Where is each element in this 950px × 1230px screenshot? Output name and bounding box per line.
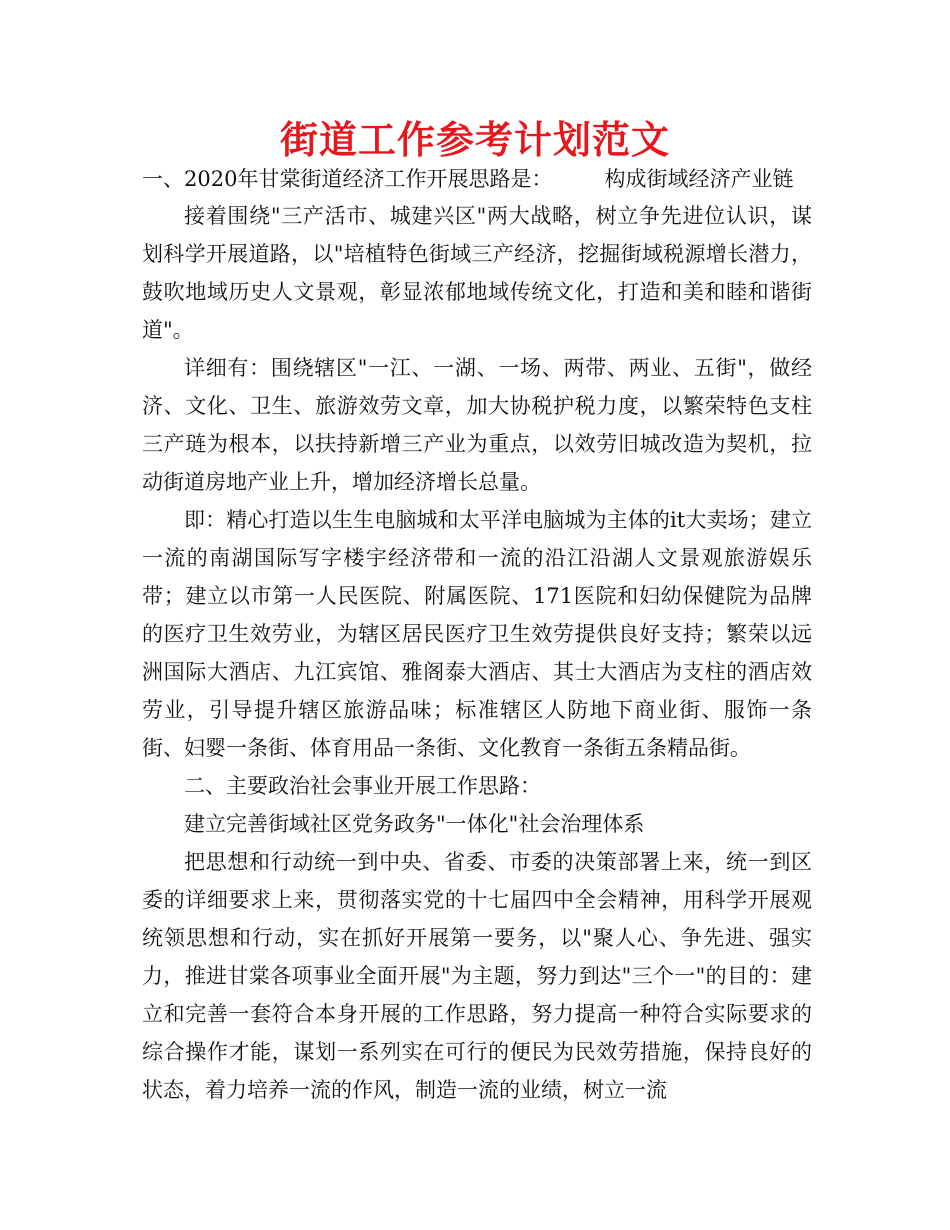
document-title: 街道工作参考计划范文 <box>279 118 670 162</box>
paragraph: 详细有：围绕辖区"一江、一湖、一场、两带、两业、五街"，做经济、文化、卫生、旅游效劳文章，加大协税护税力度，以繁荣特色支柱三产琏为根本，以扶持新增三产业为重点，以效劳旧城改造为契机，拉动街道房地产业上升，增加经济增长总量。 <box>142 356 812 494</box>
section-heading-1-text: 一、2020年甘棠街道经济工作开展思路是： <box>142 167 553 191</box>
paragraph: 把思想和行动统一到中央、省委、市委的决策部署上来，统一到区委的详细要求上来，贯彻落实党的十七届四中全会精神，用科学开展观统领思想和行动，实在抓好开展第一要务，以"聚人心、争先进、强实力，推进甘棠各项事业全面开展"为主题，努力到达"三个一"的目的：建立和完善一套符合本身开展的工作思路，努力提高一种符合实际要求的综合操作才能，谋划一系列实在可行的便民为民效劳措施，保持良好的状态，着力培养一流的作风，制造一流的业绩，树立一流 <box>142 850 812 1102</box>
section-heading-1 <box>142 164 822 194</box>
paragraph: 即：精心打造以生生电脑城和太平洋电脑城为主体的it大卖场；建立一流的南湖国际写字楼宇经济带和一流的沿江沿湖人文景观旅游娱乐带；建立以市第一人民医院、附属医院、171医院和妇幼保健院为品牌的医疗卫生效劳业，为辖区居民医疗卫生效劳提供良好支持；繁荣以远洲国际大酒店、九江宾馆、雅阁泰大酒店、其士大酒店为支柱的酒店效劳业，引导提升辖区旅游品味；标准辖区人防地下商业街、服饰一条街、妇婴一条街、体育用品一条街、文化教育一条街五条精品街。 <box>142 508 812 760</box>
document-body <box>142 197 812 1109</box>
subsection-heading: 建立完善街域社区党务政务"一体化"社会治理体系 <box>184 812 645 836</box>
section-heading-1-subtitle: 构成街域经济产业链 <box>604 167 794 191</box>
section-heading-2: 二、主要政治社会事业开展工作思路： <box>184 774 541 798</box>
paragraph: 接着围绕"三产活市、城建兴区"两大战略，树立争先进位认识，谋划科学开展道路，以"培植特色街域三产经济，挖掘街域税源增长潜力，鼓吹地域历史人文景观，彰显浓郁地域传统文化，打造和美和睦和谐街道"。 <box>142 204 812 342</box>
